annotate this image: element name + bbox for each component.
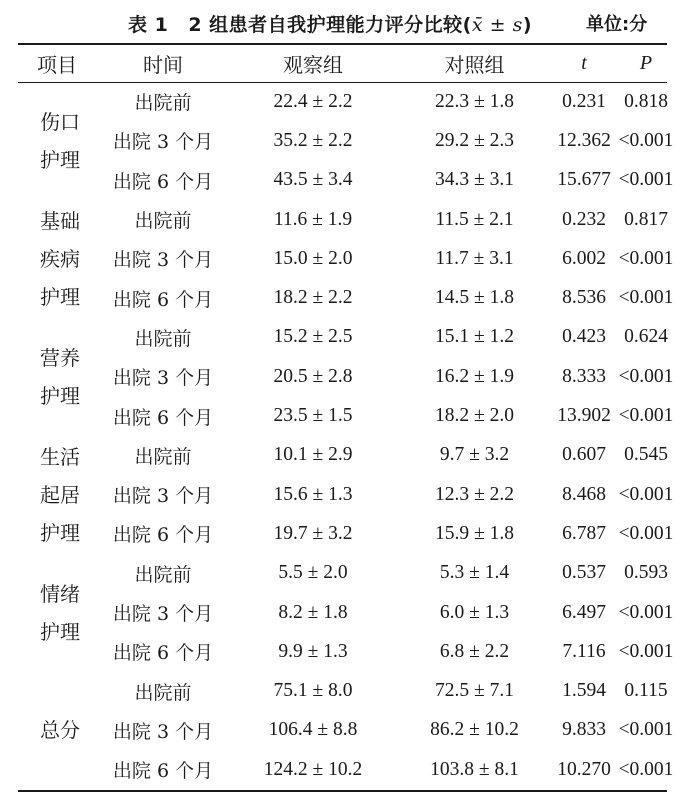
table-title-statistic: x̄ ± s [471,14,523,36]
time-cell: 出院 6 个月 [112,288,214,311]
observation-group-cell: 75.1 ± 8.0 [273,680,353,702]
time-cell: 出院 3 个月 [112,131,214,154]
observation-group-cell: 15.0 ± 2.0 [273,247,353,269]
header-control-group: 对照组 [444,52,505,77]
time-cell: 出院前 [134,563,192,586]
header-observation-group: 观察组 [283,52,343,77]
t-value-cell: 0.537 [562,562,606,584]
control-group-cell: 16.2 ± 1.9 [435,365,514,387]
table-row [18,554,677,593]
table-row [18,632,677,671]
control-group-cell: 5.3 ± 1.4 [439,562,510,584]
time-cell: 出院 6 个月 [112,642,214,665]
control-group-cell: 72.5 ± 7.1 [435,680,514,702]
t-value-cell: 15.677 [557,169,611,191]
observation-group-cell: 11.6 ± 1.9 [273,208,353,230]
t-value-cell: 10.270 [557,758,611,780]
table-row [18,671,677,710]
header-p-value: P [639,51,653,74]
t-value-cell: 0.607 [562,444,606,466]
item-cell [18,671,96,789]
control-group-cell: 34.3 ± 3.1 [435,169,514,191]
table-row [18,161,677,200]
table-row [18,396,677,435]
t-value-cell: 9.833 [562,719,606,741]
observation-group-cell: 15.6 ± 1.3 [273,483,353,505]
t-value-cell: 1.594 [562,680,606,702]
observation-group-cell: 124.2 ± 10.2 [263,758,363,780]
time-cell: 出院 6 个月 [112,170,214,193]
item-cell [18,200,96,318]
table-body [18,82,677,789]
table-header-row [18,44,677,82]
table-row [18,514,677,553]
table-row [18,475,677,514]
control-group-cell: 29.2 ± 2.3 [435,129,514,151]
time-cell: 出院 6 个月 [112,760,214,783]
control-group-cell: 9.7 ± 3.2 [439,444,510,466]
item-label: 营养 护理 [40,345,80,408]
t-value-cell: 7.116 [562,640,606,662]
time-cell: 出院 6 个月 [112,524,214,547]
t-value-cell: 6.497 [562,601,606,623]
time-cell: 出院前 [134,681,192,704]
p-value-cell: 0.593 [624,562,668,584]
table-row [18,239,677,278]
observation-group-cell: 15.2 ± 2.5 [273,326,353,348]
t-value-cell: 0.232 [562,208,606,230]
table-number: 表 1 [128,14,169,36]
t-value-cell: 6.787 [562,522,606,544]
t-value-cell: 8.536 [562,287,606,309]
control-group-cell: 14.5 ± 1.8 [435,287,514,309]
time-cell: 出院 6 个月 [112,406,214,429]
table-unit: 单位:分 [586,14,648,35]
table-row [18,750,677,789]
time-cell: 出院前 [134,445,192,468]
table-row [18,278,677,317]
p-value-cell: <0.001 [618,640,674,662]
observation-group-cell: 8.2 ± 1.8 [278,601,348,623]
table-row [18,711,677,750]
t-value-cell: 8.468 [562,483,606,505]
control-group-cell: 103.8 ± 8.1 [430,758,519,780]
p-value-cell: 0.817 [624,208,668,230]
table-row [18,82,677,121]
p-value-cell: 0.545 [624,444,668,466]
observation-group-cell: 20.5 ± 2.8 [273,365,353,387]
p-value-cell: <0.001 [618,247,674,269]
p-value-cell: <0.001 [618,522,674,544]
t-value-cell: 8.333 [562,365,606,387]
header-time: 时间 [143,52,183,77]
t-value-cell: 13.902 [557,405,611,427]
item-label: 情绪 护理 [40,581,80,644]
observation-group-cell: 19.7 ± 3.2 [273,522,353,544]
control-group-cell: 15.1 ± 1.2 [435,326,514,348]
p-value-cell: 0.115 [624,680,668,702]
item-label: 基础 疾病 护理 [40,208,80,309]
control-group-cell: 11.7 ± 3.1 [435,247,514,269]
p-value-cell: <0.001 [618,129,674,151]
control-group-cell: 11.5 ± 2.1 [435,208,514,230]
control-group-cell: 6.8 ± 2.2 [439,640,510,662]
t-value-cell: 0.231 [562,90,606,112]
observation-group-cell: 10.1 ± 2.9 [273,444,353,466]
table-row [18,357,677,396]
item-cell [18,554,96,672]
table-row [18,318,677,357]
p-value-cell: <0.001 [618,483,674,505]
observation-group-cell: 43.5 ± 3.4 [273,169,353,191]
control-group-cell: 22.3 ± 1.8 [435,90,514,112]
table-caption [0,8,681,36]
control-group-cell: 15.9 ± 1.8 [435,522,514,544]
item-label: 生活 起居 护理 [40,444,80,545]
p-value-cell: 0.624 [624,326,668,348]
p-value-cell: <0.001 [618,365,674,387]
time-cell: 出院 3 个月 [112,603,214,625]
control-group-cell: 86.2 ± 10.2 [430,719,519,741]
p-value-cell: <0.001 [618,758,674,780]
time-cell: 出院前 [134,327,192,350]
item-label: 伤口 护理 [40,109,80,172]
table-row [18,200,677,239]
score-comparison-table [18,44,677,789]
p-value-cell: <0.001 [618,405,674,427]
time-cell: 出院前 [134,92,192,115]
time-cell: 出院 3 个月 [112,249,214,272]
header-item: 项目 [37,52,77,77]
item-cell [18,436,96,554]
time-cell: 出院前 [134,210,192,233]
observation-group-cell: 22.4 ± 2.2 [273,90,353,112]
observation-group-cell: 5.5 ± 2.0 [278,562,348,584]
item-label: 总分 [40,718,80,743]
p-value-cell: <0.001 [618,287,674,309]
observation-group-cell: 18.2 ± 2.2 [273,287,353,309]
item-cell [18,318,96,436]
observation-group-cell: 35.2 ± 2.2 [273,129,353,151]
observation-group-cell: 9.9 ± 1.3 [278,640,348,662]
time-cell: 出院 3 个月 [112,367,214,390]
table-row [18,593,677,632]
p-value-cell: <0.001 [618,719,674,741]
item-cell [18,82,96,200]
p-value-cell: <0.001 [618,169,674,191]
control-group-cell: 12.3 ± 2.2 [435,483,514,505]
table-title-close: ) [522,14,533,36]
observation-group-cell: 106.4 ± 8.8 [268,719,358,741]
control-group-cell: 6.0 ± 1.3 [439,601,510,623]
observation-group-cell: 23.5 ± 1.5 [273,405,353,427]
header-t-value: t [581,51,587,74]
p-value-cell: 0.818 [624,90,668,112]
table-title [128,10,532,37]
t-value-cell: 0.423 [562,326,606,348]
time-cell: 出院 3 个月 [112,720,214,743]
table-row [18,121,677,160]
p-value-cell: <0.001 [618,601,674,623]
control-group-cell: 18.2 ± 2.0 [435,405,514,427]
t-value-cell: 12.362 [557,129,611,151]
table-row [18,436,677,475]
table-title-text: 2 组患者自我护理能力评分比较( [188,14,472,36]
t-value-cell: 6.002 [562,247,606,269]
time-cell: 出院 3 个月 [112,485,214,508]
table-bottom-rule [18,790,667,792]
